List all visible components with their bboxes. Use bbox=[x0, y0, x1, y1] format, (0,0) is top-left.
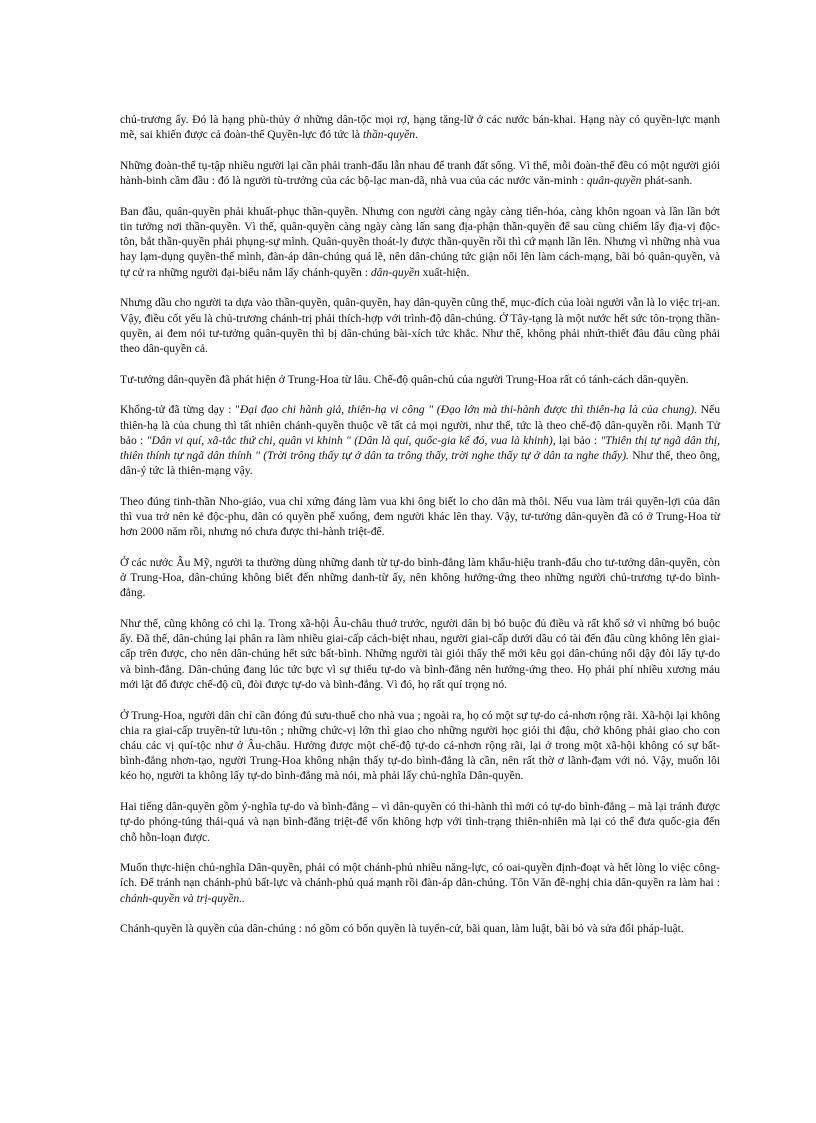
text-run: phát-sanh. bbox=[641, 174, 693, 188]
text-run: Như thế, cũng không có chi lạ. Trong xã-hội Âu-châu thuở trước, người dân bị bó buộc đủ điều và rất khổ sở vì những bó buộc ấy. Đã thế, dân-chúng lại phân ra làm nhiều giai-cấp cách-biệt nhau, người giai-cấp dưới dầu có tài đến đâu cũng không lên giai-cấp trên được, cho nên dân-chúng hết sức bất-bình. Những người tài giỏi thấy thế mới kêu gọi dân-chúng nổi dậy đòi lấy tự-do và bình-đẳng. Dân-chúng đang lúc tức bực vì sự thiếu tự-do và bình-đẳng nên hưởng-ứng theo. Họ phải phí nhiều xương máu mới lật đổ được chế-độ cũ, đòi được tự-do và bình-đẳng. Vì đó, họ rất quí trọng nó. bbox=[120, 617, 720, 691]
paragraph bbox=[120, 708, 720, 784]
italic-quote: Đại đạo chi hành giả, thiên-hạ vi công " (Đạo lớn mà thi-hành được thì thiên-hạ là của chung). bbox=[239, 403, 698, 417]
text-run: Ở Trung-Hoa, người dân chỉ cần đóng đủ sưu-thuế cho nhà vua ; ngoài ra, họ có một sự tự-do cá-nhơn rộng rãi. Xã-hội lại không chia ra giai-cấp truyền-tử lưu-tôn ; những chức-vị lớn thì giao cho những người học giỏi thi đậu, chớ không phải giao cho con cháu các vị quí-tộc như ở Âu-châu. Hưởng được một chế-độ tự-do cá-nhơn rộng rãi, lại ở trong một xã-hội không có sự bất-bình-đẳng nhơn-tạo, người Trung-Hoa không nhận thấy tự-do bình-đẳng là cần, nên rất thờ ơ lãnh-đạm với nó. Vậy, muốn lôi kéo họ, người ta không lấy tự-do bình-đẳng mà nói, mà phải lấy chủ-nghĩa Dân-quyền. bbox=[120, 708, 720, 783]
italic-term: dân-quyền bbox=[370, 265, 420, 279]
paragraph bbox=[120, 402, 720, 478]
paragraph bbox=[120, 295, 720, 356]
italic-term: chánh-quyền và trị-quyền.. bbox=[120, 891, 245, 905]
text-run: Nếu thiên-hạ là của chung thì tất nhiên chánh-quyền thuộc về tất cả mọi người, như thế, tức là theo chế-độ dân-quyền rồi. Mạnh Tử bảo : bbox=[120, 403, 720, 447]
text-run: Ở các nước Âu Mỹ, người ta thường dùng những danh từ tự-do bình-đẳng làm khẩu-hiệu tranh-đấu cho tư-tưởng dân-quyền, còn ở Trung-Hoa, dân-chúng không biết đến những danh-từ ấy, nên không hưởng-ứng theo những người chủ-trương tự-do bình-đẳng. bbox=[120, 555, 720, 600]
paragraph bbox=[120, 158, 720, 188]
text-run: Muốn thực-hiện chủ-nghĩa Dân-quyền, phải có một chánh-phủ nhiều năng-lực, có oai-quyền định-đoạt và hết lòng lo việc công-ích. Để tránh nạn chánh-phủ bất-lực và chánh-phủ quá mạnh rồi đàn-áp dân-chúng. Tôn Văn đề-nghị chia dân-quyền ra làm hai : bbox=[120, 861, 720, 890]
paragraph bbox=[120, 372, 720, 387]
paragraph bbox=[120, 204, 720, 280]
text-run: xuất-hiện. bbox=[419, 265, 470, 279]
text-run: Ban đầu, quân-quyền phải khuất-phục thần-quyền. Nhưng con người càng ngày càng tiến-hóa, càng khôn ngoan và lần lần bớt tin tưởng nơi thần-quyền. Vì thế, quân-quyền càng ngày càng lấn sang địa-phận thần-quyền để sau cùng chiếm lấy địa-vị độc-tôn, bắt thần-quyền phải phụng-sự mình. Quân-quyền thoát-ly được thần-quyền rồi thì cứ mạnh lần lên. Nhưng vì những nhà vua hay lạm-dụng quyền-thế mình, đàn-áp dân-chúng quá lẽ, nên dân-chúng tức giận nổi lên làm cách-mạng, bãi bỏ quân-quyền, và tự cử ra những người đại-biểu nắm lấy chánh-quyền : bbox=[120, 204, 720, 279]
paragraph bbox=[120, 494, 720, 540]
document-body bbox=[120, 112, 720, 952]
italic-term: thần-quyền bbox=[362, 128, 416, 142]
text-run: Chánh-quyền là quyền của dân-chúng : nó gồm có bốn quyền là tuyển-cử, bãi quan, làm luật, bãi bỏ và sửa đổi pháp-luật. bbox=[120, 922, 684, 936]
paragraph bbox=[120, 616, 720, 692]
text-run: Tư-tưởng dân-quyền đã phát hiện ở Trung-Hoa từ lâu. Chế-độ quân-chủ của người Trung-Hoa rất có tánh-cách dân-quyền. bbox=[120, 372, 689, 386]
italic-quote: "Thiên thị tự ngã dân thị, thiên thính tự ngã dân thính " (Trời trông thấy tự ở dân ta trông thấy, trời nghe thấy tự ở dân ta nghe thấy). bbox=[120, 433, 720, 462]
italic-quote: "Dân vi quí, xã-tắc thứ chi, quân vi khinh " (Dân là quí, quốc-gia kế đó, vua là khinh), bbox=[146, 433, 556, 447]
text-run: Như thế, theo ông, dân-ý tức là thiên-mạng vậy. bbox=[120, 448, 721, 478]
text-run: . bbox=[415, 128, 418, 142]
text-run: Nhưng dầu cho người ta dựa vào thần-quyền, quân-quyền, hay dân-quyền cũng thế, mục-đích của loài người vẫn là lo việc trị-an. Vậy, điều cốt yếu là chủ-trương chánh-trị phải thích-hợp với trình-độ dân-chúng. Ở Tây-tạng là một nước hết sức tôn-trọng thần-quyền, ai đem nói tư-tưởng quân-quyền thì bị dân-chúng bài-xích tức khắc. Như thế, không phải nhứt-thiết đâu đâu cũng phải theo dân-quyền cả. bbox=[120, 296, 720, 355]
text-run: chủ-trương ấy. Đó là hạng phù-thủy ở những dân-tộc mọi rợ, hạng tăng-lữ ở các nước bán-khai. Hạng này có quyền-lực mạnh mẽ, sai khiến được cả đoàn-thể Quyền-lực đó tức là bbox=[120, 113, 720, 142]
paragraph bbox=[120, 921, 720, 936]
text-run: Hai tiếng dân-quyền gồm ý-nghĩa tự-do và bình-đẳng – vì dân-quyền có thi-hành thì mới có tự-do bình-đẳng – mà lại tránh được tự-do phóng-túng thái-quá và nạn bình-đẳng triệt-để vốn không hợp với tình-trạng thiên-nhiên mà lại có thể đưa quốc-gia đến chỗ hỗn-loạn được. bbox=[120, 800, 720, 844]
text-run: Khổng-tử đã từng dạy : " bbox=[120, 403, 240, 417]
text-run: lại bảo : bbox=[555, 433, 601, 447]
text-run: Những đoàn-thể tụ-tập nhiều người lại cần phải tranh-đấu lẫn nhau để tranh đất sống. Vì thế, mỗi đoàn-thể đều có một người giỏi hành-binh cầm đầu : đó là người tù-trưởng của các bộ-lạc man-dã, nhà vua của các nước văn-minh : bbox=[120, 158, 720, 188]
italic-term: quân-quyền bbox=[586, 174, 642, 188]
paragraph bbox=[120, 860, 720, 906]
text-run: Theo đúng tinh-thần Nho-giáo, vua chỉ xứng đáng làm vua khi ông biết lo cho dân mà thôi. Nếu vua làm trái quyền-lợi của dân thì vua trở nên kẻ độc-phu, dân có quyền phế xuống, đem người khác lên thay. Vậy, tư-tưởng dân-quyền đã có ở Trung-Hoa từ hơn 2000 năm rồi, nhưng nó chưa được thi-hành triệt-để. bbox=[120, 494, 720, 539]
paragraph bbox=[120, 112, 720, 142]
paragraph bbox=[120, 555, 720, 601]
paragraph bbox=[120, 799, 720, 845]
